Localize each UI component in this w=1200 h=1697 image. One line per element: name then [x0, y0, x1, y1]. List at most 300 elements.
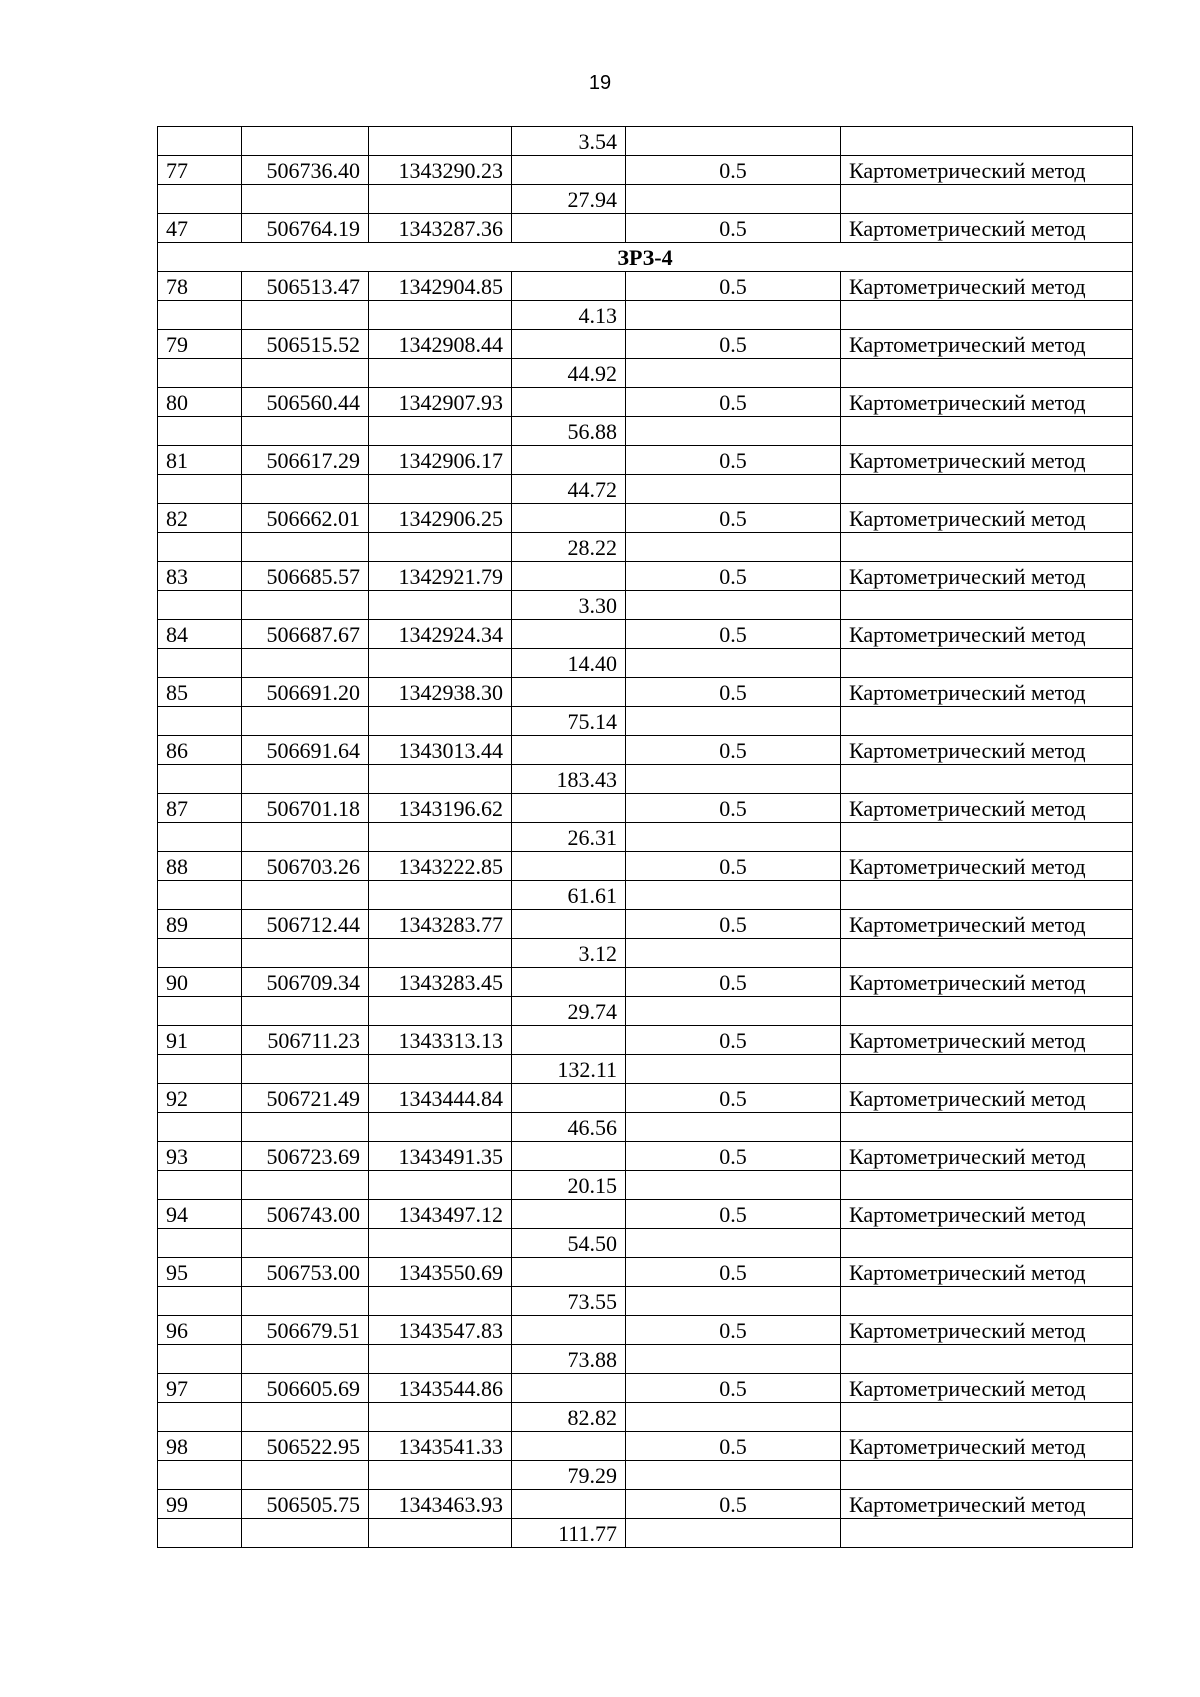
method-cell: Картометрический метод [841, 794, 1133, 823]
table-row-distance [158, 939, 1133, 968]
y-coordinate-cell: 1342906.25 [369, 504, 512, 533]
x-coordinate-cell: 506662.01 [242, 504, 369, 533]
method-cell: Картометрический метод [841, 678, 1133, 707]
table-row-point [158, 910, 1133, 939]
y-coordinate-cell-empty [369, 301, 512, 330]
table-row-distance [158, 881, 1133, 910]
accuracy-cell-empty [626, 1345, 841, 1374]
point-number-cell: 95 [158, 1258, 242, 1287]
accuracy-cell: 0.5 [626, 1258, 841, 1287]
method-cell-empty [841, 939, 1133, 968]
accuracy-cell: 0.5 [626, 388, 841, 417]
point-number-cell: 47 [158, 214, 242, 243]
distance-cell-empty [512, 1374, 626, 1403]
y-coordinate-cell-empty [369, 1519, 512, 1548]
table-row-point [158, 388, 1133, 417]
distance-cell-empty [512, 1026, 626, 1055]
table-row-distance [158, 359, 1133, 388]
table-row-distance [158, 475, 1133, 504]
accuracy-cell: 0.5 [626, 272, 841, 301]
table-row-distance [158, 1287, 1133, 1316]
table-row-point [158, 1374, 1133, 1403]
point-number-cell: 80 [158, 388, 242, 417]
section-title: ЗРЗ-4 [158, 243, 1133, 272]
method-cell: Картометрический метод [841, 1490, 1133, 1519]
table-row-distance [158, 1055, 1133, 1084]
accuracy-cell-empty [626, 707, 841, 736]
point-number-cell-empty [158, 1113, 242, 1142]
table-row-point [158, 620, 1133, 649]
distance-cell-empty [512, 1490, 626, 1519]
table-row-point [158, 1142, 1133, 1171]
accuracy-cell-empty [626, 1287, 841, 1316]
y-coordinate-cell-empty [369, 185, 512, 214]
distance-cell-empty [512, 1316, 626, 1345]
table-row-point [158, 852, 1133, 881]
distance-cell-empty [512, 156, 626, 185]
point-number-cell-empty [158, 359, 242, 388]
accuracy-cell: 0.5 [626, 620, 841, 649]
y-coordinate-cell: 1342924.34 [369, 620, 512, 649]
point-number-cell: 91 [158, 1026, 242, 1055]
table-row-distance [158, 185, 1133, 214]
point-number-cell-empty [158, 765, 242, 794]
distance-cell-empty [512, 620, 626, 649]
point-number-cell-empty [158, 649, 242, 678]
accuracy-cell: 0.5 [626, 1316, 841, 1345]
table-row-point [158, 330, 1133, 359]
x-coordinate-cell-empty [242, 823, 369, 852]
method-cell-empty [841, 1055, 1133, 1084]
point-number-cell: 88 [158, 852, 242, 881]
x-coordinate-cell-empty [242, 301, 369, 330]
accuracy-cell: 0.5 [626, 1084, 841, 1113]
accuracy-cell: 0.5 [626, 330, 841, 359]
y-coordinate-cell-empty [369, 475, 512, 504]
table-row-point [158, 1258, 1133, 1287]
method-cell-empty [841, 591, 1133, 620]
x-coordinate-cell: 506522.95 [242, 1432, 369, 1461]
point-number-cell: 85 [158, 678, 242, 707]
point-number-cell: 83 [158, 562, 242, 591]
x-coordinate-cell-empty [242, 1287, 369, 1316]
table-row-distance [158, 1519, 1133, 1548]
x-coordinate-cell: 506560.44 [242, 388, 369, 417]
method-cell: Картометрический метод [841, 910, 1133, 939]
distance-cell-empty [512, 794, 626, 823]
table-row-point [158, 272, 1133, 301]
distance-cell-empty [512, 1200, 626, 1229]
distance-cell: 3.54 [512, 127, 626, 156]
x-coordinate-cell-empty [242, 417, 369, 446]
method-cell: Картометрический метод [841, 1200, 1133, 1229]
coordinates-table-body [158, 127, 1133, 1548]
table-row-distance [158, 127, 1133, 156]
y-coordinate-cell-empty [369, 1403, 512, 1432]
method-cell: Картометрический метод [841, 330, 1133, 359]
accuracy-cell: 0.5 [626, 1026, 841, 1055]
table-row-point [158, 1490, 1133, 1519]
point-number-cell-empty [158, 1519, 242, 1548]
y-coordinate-cell: 1342921.79 [369, 562, 512, 591]
x-coordinate-cell: 506685.57 [242, 562, 369, 591]
method-cell-empty [841, 533, 1133, 562]
y-coordinate-cell-empty [369, 127, 512, 156]
table-row-point [158, 214, 1133, 243]
method-cell-empty [841, 359, 1133, 388]
x-coordinate-cell-empty [242, 1461, 369, 1490]
distance-cell: 44.72 [512, 475, 626, 504]
method-cell: Картометрический метод [841, 214, 1133, 243]
method-cell-empty [841, 1113, 1133, 1142]
y-coordinate-cell: 1343547.83 [369, 1316, 512, 1345]
point-number-cell: 93 [158, 1142, 242, 1171]
distance-cell: 27.94 [512, 185, 626, 214]
distance-cell: 183.43 [512, 765, 626, 794]
x-coordinate-cell: 506691.20 [242, 678, 369, 707]
point-number-cell-empty [158, 185, 242, 214]
accuracy-cell-empty [626, 1229, 841, 1258]
method-cell-empty [841, 881, 1133, 910]
method-cell: Картометрический метод [841, 1142, 1133, 1171]
point-number-cell-empty [158, 1055, 242, 1084]
table-row-distance [158, 1113, 1133, 1142]
point-number-cell: 79 [158, 330, 242, 359]
point-number-cell-empty [158, 1345, 242, 1374]
y-coordinate-cell: 1343283.45 [369, 968, 512, 997]
table-row-point [158, 1084, 1133, 1113]
y-coordinate-cell-empty [369, 1345, 512, 1374]
x-coordinate-cell: 506505.75 [242, 1490, 369, 1519]
point-number-cell: 94 [158, 1200, 242, 1229]
x-coordinate-cell-empty [242, 1171, 369, 1200]
method-cell-empty [841, 417, 1133, 446]
y-coordinate-cell-empty [369, 1171, 512, 1200]
accuracy-cell-empty [626, 301, 841, 330]
method-cell-empty [841, 765, 1133, 794]
y-coordinate-cell: 1343550.69 [369, 1258, 512, 1287]
accuracy-cell-empty [626, 765, 841, 794]
x-coordinate-cell: 506764.19 [242, 214, 369, 243]
x-coordinate-cell-empty [242, 707, 369, 736]
distance-cell: 46.56 [512, 1113, 626, 1142]
x-coordinate-cell-empty [242, 765, 369, 794]
x-coordinate-cell: 506753.00 [242, 1258, 369, 1287]
point-number-cell-empty [158, 475, 242, 504]
y-coordinate-cell: 1343541.33 [369, 1432, 512, 1461]
point-number-cell-empty [158, 823, 242, 852]
accuracy-cell-empty [626, 127, 841, 156]
x-coordinate-cell: 506723.69 [242, 1142, 369, 1171]
accuracy-cell: 0.5 [626, 214, 841, 243]
section-header-row [158, 243, 1133, 272]
distance-cell-empty [512, 388, 626, 417]
point-number-cell: 96 [158, 1316, 242, 1345]
distance-cell-empty [512, 736, 626, 765]
x-coordinate-cell: 506691.64 [242, 736, 369, 765]
x-coordinate-cell: 506605.69 [242, 1374, 369, 1403]
accuracy-cell-empty [626, 591, 841, 620]
distance-cell-empty [512, 1258, 626, 1287]
accuracy-cell-empty [626, 649, 841, 678]
distance-cell-empty [512, 214, 626, 243]
method-cell: Картометрический метод [841, 1432, 1133, 1461]
table-row-distance [158, 417, 1133, 446]
method-cell-empty [841, 1287, 1133, 1316]
distance-cell: 82.82 [512, 1403, 626, 1432]
distance-cell-empty [512, 852, 626, 881]
accuracy-cell: 0.5 [626, 910, 841, 939]
x-coordinate-cell-empty [242, 1055, 369, 1084]
method-cell: Картометрический метод [841, 968, 1133, 997]
distance-cell: 111.77 [512, 1519, 626, 1548]
x-coordinate-cell: 506721.49 [242, 1084, 369, 1113]
table-row-point [158, 794, 1133, 823]
method-cell: Картометрический метод [841, 1258, 1133, 1287]
x-coordinate-cell-empty [242, 359, 369, 388]
accuracy-cell-empty [626, 1171, 841, 1200]
method-cell: Картометрический метод [841, 1026, 1133, 1055]
method-cell: Картометрический метод [841, 1374, 1133, 1403]
method-cell-empty [841, 1345, 1133, 1374]
table-row-distance [158, 1345, 1133, 1374]
y-coordinate-cell-empty [369, 707, 512, 736]
accuracy-cell-empty [626, 881, 841, 910]
method-cell: Картометрический метод [841, 620, 1133, 649]
y-coordinate-cell-empty [369, 591, 512, 620]
method-cell-empty [841, 185, 1133, 214]
table-row-point [158, 968, 1133, 997]
y-coordinate-cell-empty [369, 1461, 512, 1490]
distance-cell-empty [512, 562, 626, 591]
x-coordinate-cell-empty [242, 1519, 369, 1548]
y-coordinate-cell-empty [369, 1113, 512, 1142]
x-coordinate-cell: 506709.34 [242, 968, 369, 997]
distance-cell: 44.92 [512, 359, 626, 388]
accuracy-cell-empty [626, 1461, 841, 1490]
distance-cell: 29.74 [512, 997, 626, 1026]
point-number-cell-empty [158, 881, 242, 910]
distance-cell: 61.61 [512, 881, 626, 910]
point-number-cell-empty [158, 1403, 242, 1432]
y-coordinate-cell: 1343222.85 [369, 852, 512, 881]
y-coordinate-cell-empty [369, 997, 512, 1026]
x-coordinate-cell-empty [242, 881, 369, 910]
method-cell: Картометрический метод [841, 852, 1133, 881]
method-cell: Картометрический метод [841, 736, 1133, 765]
accuracy-cell: 0.5 [626, 1490, 841, 1519]
distance-cell-empty [512, 968, 626, 997]
x-coordinate-cell: 506513.47 [242, 272, 369, 301]
y-coordinate-cell-empty [369, 1229, 512, 1258]
accuracy-cell: 0.5 [626, 1374, 841, 1403]
y-coordinate-cell-empty [369, 1055, 512, 1084]
table-row-point [158, 1200, 1133, 1229]
x-coordinate-cell: 506711.23 [242, 1026, 369, 1055]
table-row-distance [158, 823, 1133, 852]
table-row-distance [158, 765, 1133, 794]
point-number-cell: 92 [158, 1084, 242, 1113]
y-coordinate-cell: 1343444.84 [369, 1084, 512, 1113]
x-coordinate-cell-empty [242, 1229, 369, 1258]
point-number-cell: 78 [158, 272, 242, 301]
distance-cell: 28.22 [512, 533, 626, 562]
x-coordinate-cell-empty [242, 591, 369, 620]
table-row-point [158, 446, 1133, 475]
y-coordinate-cell-empty [369, 417, 512, 446]
method-cell: Картометрический метод [841, 156, 1133, 185]
accuracy-cell-empty [626, 185, 841, 214]
x-coordinate-cell-empty [242, 533, 369, 562]
accuracy-cell-empty [626, 997, 841, 1026]
method-cell-empty [841, 1403, 1133, 1432]
method-cell-empty [841, 1461, 1133, 1490]
point-number-cell-empty [158, 1287, 242, 1316]
x-coordinate-cell: 506703.26 [242, 852, 369, 881]
point-number-cell: 98 [158, 1432, 242, 1461]
point-number-cell-empty [158, 301, 242, 330]
accuracy-cell-empty [626, 1403, 841, 1432]
distance-cell: 3.30 [512, 591, 626, 620]
y-coordinate-cell: 1343313.13 [369, 1026, 512, 1055]
point-number-cell: 84 [158, 620, 242, 649]
x-coordinate-cell-empty [242, 1113, 369, 1142]
distance-cell: 3.12 [512, 939, 626, 968]
method-cell-empty [841, 997, 1133, 1026]
table-row-distance [158, 997, 1133, 1026]
table-row-distance [158, 649, 1133, 678]
point-number-cell-empty [158, 997, 242, 1026]
point-number-cell: 82 [158, 504, 242, 533]
table-row-distance [158, 1403, 1133, 1432]
distance-cell-empty [512, 504, 626, 533]
table-row-point [158, 504, 1133, 533]
point-number-cell: 77 [158, 156, 242, 185]
distance-cell: 20.15 [512, 1171, 626, 1200]
method-cell-empty [841, 1519, 1133, 1548]
accuracy-cell-empty [626, 1055, 841, 1084]
distance-cell: 79.29 [512, 1461, 626, 1490]
x-coordinate-cell: 506701.18 [242, 794, 369, 823]
y-coordinate-cell-empty [369, 881, 512, 910]
x-coordinate-cell: 506736.40 [242, 156, 369, 185]
accuracy-cell-empty [626, 359, 841, 388]
distance-cell: 14.40 [512, 649, 626, 678]
x-coordinate-cell-empty [242, 185, 369, 214]
distance-cell-empty [512, 446, 626, 475]
method-cell-empty [841, 1171, 1133, 1200]
point-number-cell-empty [158, 1461, 242, 1490]
x-coordinate-cell-empty [242, 939, 369, 968]
y-coordinate-cell: 1343283.77 [369, 910, 512, 939]
distance-cell-empty [512, 1084, 626, 1113]
point-number-cell: 99 [158, 1490, 242, 1519]
y-coordinate-cell: 1342938.30 [369, 678, 512, 707]
accuracy-cell-empty [626, 417, 841, 446]
table-row-distance [158, 707, 1133, 736]
method-cell-empty [841, 301, 1133, 330]
y-coordinate-cell-empty [369, 939, 512, 968]
method-cell: Картометрический метод [841, 1084, 1133, 1113]
method-cell: Картометрический метод [841, 388, 1133, 417]
accuracy-cell: 0.5 [626, 678, 841, 707]
page-number: 19 [588, 72, 612, 94]
accuracy-cell-empty [626, 475, 841, 504]
distance-cell-empty [512, 678, 626, 707]
y-coordinate-cell: 1343013.44 [369, 736, 512, 765]
y-coordinate-cell-empty [369, 359, 512, 388]
distance-cell: 73.55 [512, 1287, 626, 1316]
method-cell: Картометрический метод [841, 446, 1133, 475]
table-row-distance [158, 301, 1133, 330]
x-coordinate-cell-empty [242, 1345, 369, 1374]
table-row-point [158, 156, 1133, 185]
point-number-cell-empty [158, 1171, 242, 1200]
point-number-cell-empty [158, 417, 242, 446]
point-number-cell: 87 [158, 794, 242, 823]
y-coordinate-cell: 1342908.44 [369, 330, 512, 359]
table-row-point [158, 678, 1133, 707]
point-number-cell-empty [158, 939, 242, 968]
accuracy-cell-empty [626, 1113, 841, 1142]
x-coordinate-cell-empty [242, 1403, 369, 1432]
table-row-point [158, 1316, 1133, 1345]
table-row-distance [158, 1171, 1133, 1200]
accuracy-cell: 0.5 [626, 1200, 841, 1229]
method-cell-empty [841, 823, 1133, 852]
y-coordinate-cell: 1343290.23 [369, 156, 512, 185]
point-number-cell-empty [158, 127, 242, 156]
x-coordinate-cell: 506515.52 [242, 330, 369, 359]
distance-cell: 132.11 [512, 1055, 626, 1084]
point-number-cell: 90 [158, 968, 242, 997]
distance-cell-empty [512, 910, 626, 939]
accuracy-cell: 0.5 [626, 794, 841, 823]
y-coordinate-cell-empty [369, 823, 512, 852]
table-row-point [158, 1026, 1133, 1055]
table-row-distance [158, 533, 1133, 562]
x-coordinate-cell: 506679.51 [242, 1316, 369, 1345]
method-cell: Картометрический метод [841, 272, 1133, 301]
accuracy-cell: 0.5 [626, 736, 841, 765]
y-coordinate-cell-empty [369, 649, 512, 678]
y-coordinate-cell: 1343287.36 [369, 214, 512, 243]
point-number-cell: 89 [158, 910, 242, 939]
table-row-distance [158, 1229, 1133, 1258]
point-number-cell: 81 [158, 446, 242, 475]
distance-cell-empty [512, 1142, 626, 1171]
x-coordinate-cell-empty [242, 649, 369, 678]
y-coordinate-cell: 1343544.86 [369, 1374, 512, 1403]
table-row-point [158, 562, 1133, 591]
distance-cell-empty [512, 330, 626, 359]
y-coordinate-cell: 1343497.12 [369, 1200, 512, 1229]
accuracy-cell: 0.5 [626, 1432, 841, 1461]
x-coordinate-cell-empty [242, 475, 369, 504]
point-number-cell: 86 [158, 736, 242, 765]
y-coordinate-cell: 1343196.62 [369, 794, 512, 823]
accuracy-cell: 0.5 [626, 562, 841, 591]
accuracy-cell-empty [626, 823, 841, 852]
method-cell: Картометрический метод [841, 1316, 1133, 1345]
y-coordinate-cell: 1343491.35 [369, 1142, 512, 1171]
x-coordinate-cell-empty [242, 997, 369, 1026]
y-coordinate-cell-empty [369, 533, 512, 562]
y-coordinate-cell-empty [369, 765, 512, 794]
method-cell-empty [841, 475, 1133, 504]
accuracy-cell: 0.5 [626, 852, 841, 881]
distance-cell: 54.50 [512, 1229, 626, 1258]
